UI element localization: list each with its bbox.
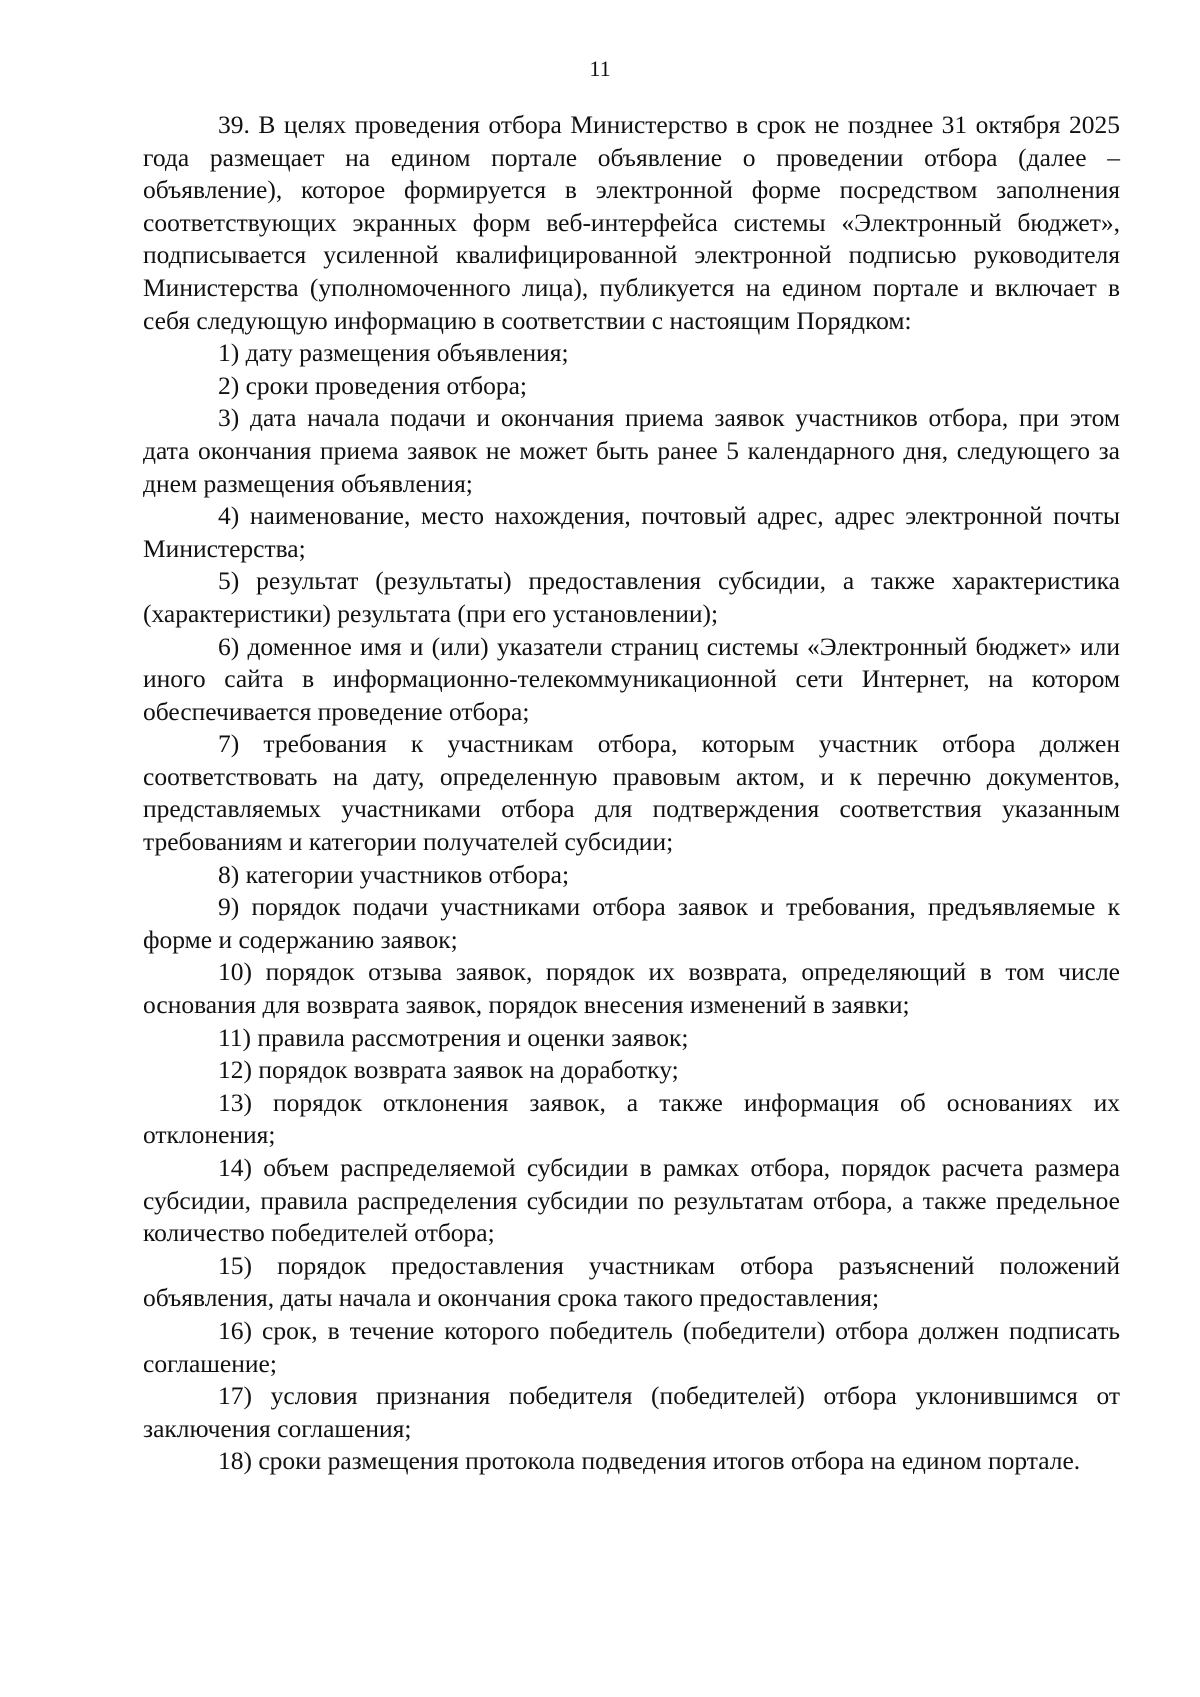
list-item-15: 15) порядок предоставления участникам отбора разъяснений положений объявления, даты начала и окончания срока такого предоставления;: [143, 1250, 1120, 1313]
list-item-1: 1) дату размещения объявления;: [218, 338, 569, 368]
paragraph-39: 39. В целях проведения отбора Министерство в срок не позднее 31 октября 2025 года размещает на едином портале объявление о проведении отбора (далее – объявление), которое формируется в электронной форме посредством заполнения соответствующих экранных форм веб-интерфейса системы «Электронный бюджет», подписывается усиленной квалифицированной электронной подписью руководителя Министерства (уполномоченного лица), публикуется на едином портале и включает в себя следующую информацию в соответствии с настоящим Порядком:: [143, 110, 1120, 335]
list-item-4: 4) наименование, место нахождения, почтовый адрес, адрес электронной почты Министерства;: [143, 501, 1120, 563]
list-item-9: 9) порядок подачи участниками отбора заявок и требования, предъявляемые к форме и содержанию заявок;: [143, 892, 1120, 954]
list-item-5: 5) результат (результаты) предоставления субсидии, а также характеристика (характеристики) результата (при его установлении);: [143, 566, 1120, 628]
list-item-17: 17) условия признания победителя (победителей) отбора уклонившимся от заключения соглашения;: [143, 1381, 1120, 1443]
list-item-7: 7) требования к участникам отбора, которым участник отбора должен соответствовать на дату, определенную правовым актом, и к перечню документов, представляемых участниками отбора для подтверждения соответствия указанным требованиям и категории получателей субсидии;: [143, 729, 1120, 857]
list-item-6: 6) доменное имя и (или) указатели страниц системы «Электронный бюджет» или иного сайта в информационно-телекоммуникационной сети Интернет, на котором обеспечивается проведение отбора;: [143, 631, 1120, 726]
list-item-11: 11) правила рассмотрения и оценки заявок;: [218, 1022, 689, 1052]
list-item-3: 3) дата начала подачи и окончания приема заявок участников отбора, при этом дата окончания приема заявок не может быть ранее 5 календарного дня, следующего за днем размещения объявления;: [143, 403, 1120, 498]
list-item-12: 12) порядок возврата заявок на доработку;: [218, 1055, 679, 1085]
list-item-13: 13) порядок отклонения заявок, а также информация об основаниях их отклонения;: [143, 1087, 1120, 1150]
page-number: 11: [589, 56, 611, 81]
document-body: [143, 109, 1120, 1478]
list-item-10: 10) порядок отзыва заявок, порядок их возврата, определяющий в том числе основания для возврата заявок, порядок внесения изменений в заявки;: [143, 957, 1120, 1020]
list-item-18: 18) сроки размещения протокола подведения итогов отбора на едином портале.: [218, 1446, 1081, 1476]
list-item-8: 8) категории участников отбора;: [218, 859, 570, 889]
list-item-16: 16) срок, в течение которого победитель (победители) отбора должен подписать соглашение;: [143, 1315, 1120, 1378]
list-item-2: 2) сроки проведения отбора;: [218, 370, 527, 400]
list-item-14: 14) объем распределяемой субсидии в рамках отбора, порядок расчета размера субсидии, правила распределения субсидии по результатам отбора, а также предельное количество победителей отбора;: [143, 1153, 1120, 1248]
